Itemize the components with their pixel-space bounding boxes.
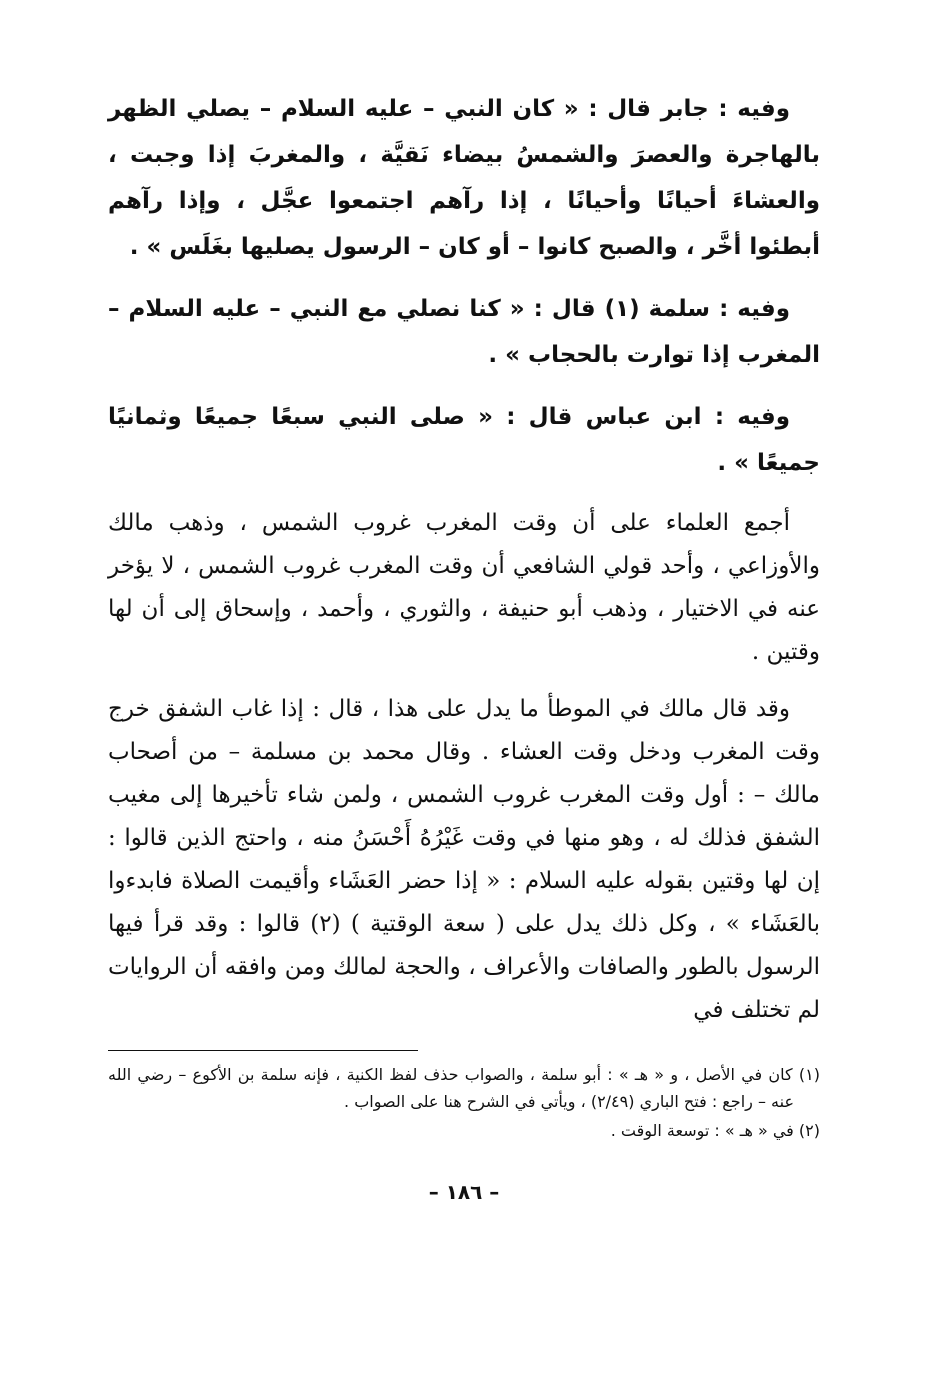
footnote-2: (٢) في « هـ » : توسعة الوقت . [610,1121,820,1140]
footnote-1: (١) كان في الأصل ، و « هـ » : أبو سلمة ، والصواب حذف لفظ الكنية ، فإنه سلمة بن الأكوع – رضي الله عنه – راجع : فتح الباري (٢/٤٩) ، ويأتي في الشرح هنا على الصواب . [108,1065,820,1111]
footnote-separator [108,1050,418,1051]
hadith-salama: وفيه : سلمة (١) قال : « كنا نصلي مع النبي – عليه السلام – المغرب إذا توارت بالحجاب » . [108,296,820,368]
hadith-ibn-abbas: وفيه : ابن عباس قال : « صلى النبي سبعًا جميعًا وثمانيًا جميعًا » . [108,404,820,476]
commentary-paragraph: وقد قال مالك في الموطأ ما يدل على هذا ، قال : إذا غاب الشفق خرج وقت المغرب ودخل وقت العشاء . وقال محمد بن مسلمة – من أصحاب مالك – : أول وقت المغرب غروب الشمس ، ولمن شاء تأخيرها إلى مغيب الشفق فذلك له ، وهو منها في وقت غَيْرُهُ أَحْسَنُ منه ، واحتج الذين قالوا : إن لها وقتين بقوله عليه السلام : « إذا حضر العَشَاء وأقيمت الصلاة فابدءوا بالعَشَاء » ، وكل ذلك يدل على ( سعة الوقتية ) (٢) قالوا : وقد قرأ فيها الرسول بالطور والصافات والأعراف ، والحجة لمالك ومن وافقه أن الروايات لم تختلف في [108,696,820,1023]
hadith-jabir: وفيه : جابر قال : « كان النبي – عليه السلام – يصلي الظهر بالهاجرة والعصرَ والشمسُ بيضاء نَقيَّة ، والمغربَ إذا وجبت ، والعشاءَ أحيانًا وأحيانًا ، إذا رآهم اجتمعوا عجَّل ، وإذا رآهم أبطئوا أخَّر ، والصبح كانوا – أو كان – الرسول يصليها بغَلَس » . [108,96,820,260]
book-page [108,86,820,1346]
page-number: – ١٨٦ – [428,1180,500,1204]
commentary-paragraph: أجمع العلماء على أن وقت المغرب غروب الشمس ، وذهب مالك والأوزاعي ، وأحد قولي الشافعي أن وقت المغرب غروب الشمس ، لا يؤخر عنه في الاختيار ، وذهب أبو حنيفة ، والثوري ، وأحمد ، وإسحاق إلى أن لها وقتين . [108,510,820,665]
